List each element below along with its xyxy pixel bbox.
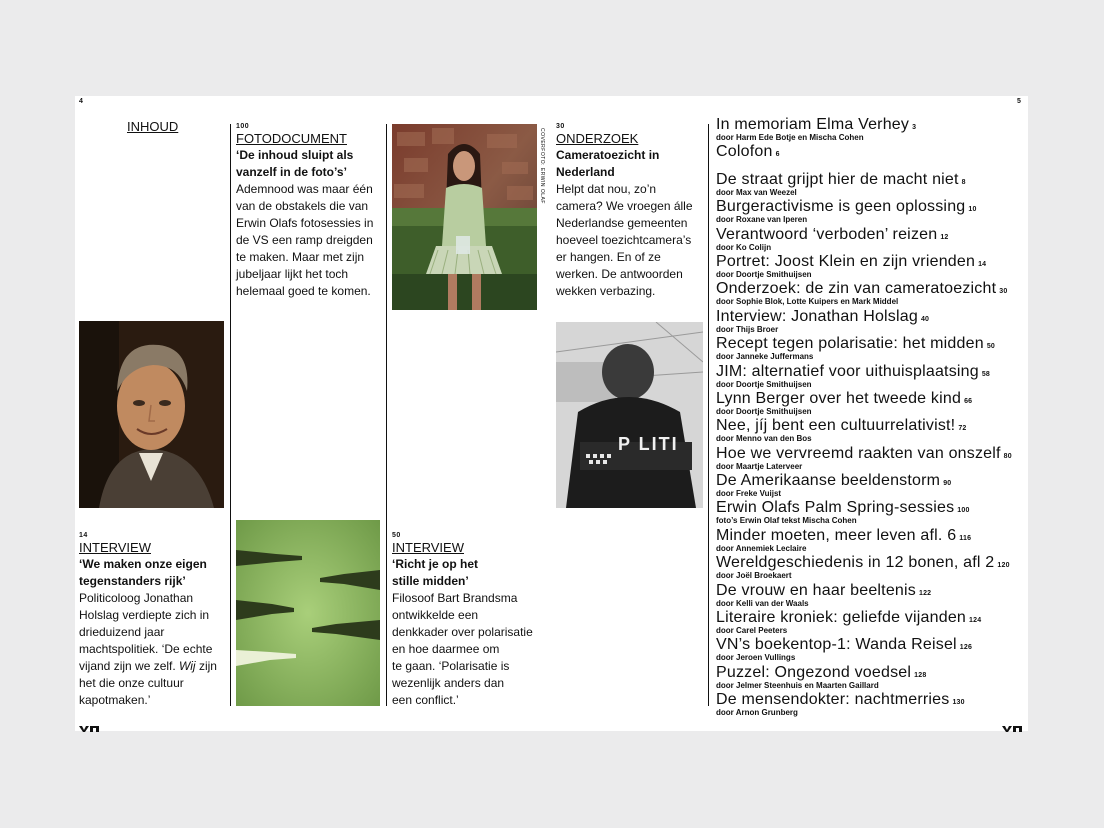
toc-author: door Max van Weezel — [716, 187, 797, 197]
toc-item[interactable] — [716, 472, 1016, 499]
vn-logo-icon — [1002, 726, 1022, 732]
toc-title-text: Interview: Jonathan Holslag — [716, 307, 918, 325]
toc-title-text: Burgeractivisme is geen oplossing — [716, 198, 966, 216]
teaser-line: Filosoof Bart Brandsma — [392, 591, 518, 605]
toc-item[interactable] — [716, 554, 1016, 581]
toc-page-number: 120 — [997, 562, 1010, 570]
teaser-line: drieduizend jaar — [79, 625, 165, 639]
column-rule — [708, 124, 709, 706]
teaser-line: machtspolitiek. ‘De echte — [79, 642, 213, 656]
toc-page-number: 12 — [940, 233, 949, 241]
toc-author: door Doortje Smithuijsen — [716, 379, 812, 389]
toc-item[interactable] — [716, 335, 1016, 362]
toc-title-text: JIM: alternatief voor uithuisplaatsing — [716, 362, 979, 380]
toc-author: door Doortje Smithuijsen — [716, 269, 812, 279]
article-section-label[interactable]: INTERVIEW — [392, 540, 464, 555]
toc-author: door Ko Colijn — [716, 242, 772, 252]
teaser-line: vijand zijn we zelf. Wij zijn — [79, 659, 217, 673]
toc-author: door Carel Peeters — [716, 626, 788, 636]
toc-item[interactable] — [716, 116, 1016, 143]
toc-page-number: 10 — [968, 206, 977, 214]
toc-title-text: Nee, jíj bent een cultuurrelativist! — [716, 417, 956, 435]
article-page-number: 100 — [236, 123, 250, 130]
headline-line: Nederland — [556, 165, 615, 179]
toc-author: door Menno van den Bos — [716, 434, 812, 444]
article-onderzoek[interactable] — [556, 123, 706, 300]
toc-author: door Joël Broekaert — [716, 571, 792, 581]
toc-author: foto’s Erwin Olaf tekst Mischa Cohen — [716, 516, 857, 526]
article-headline — [236, 147, 384, 181]
toc-item[interactable] — [716, 636, 1016, 663]
toc-author: door Harm Ede Botje en Mischa Cohen — [716, 133, 864, 142]
toc-page-number: 126 — [959, 644, 973, 652]
toc-author: door Kelli van der Waals — [716, 598, 809, 608]
toc-title-text: Lynn Berger over het tweede kind — [716, 389, 962, 407]
headline-line: ‘We maken onze eigen — [79, 557, 207, 571]
toc-item[interactable] — [716, 226, 1016, 253]
toc-title-text: De straat grijpt hier de macht niet — [716, 170, 959, 188]
toc-page-number: 128 — [914, 671, 927, 679]
article-teaser — [392, 590, 542, 709]
toc-page-number: 116 — [959, 534, 972, 542]
toc-title-text: Wereldgeschiedenis in 12 bonen, afl 2 — [716, 554, 995, 572]
toc-item[interactable] — [716, 363, 1016, 390]
toc-item[interactable] — [716, 664, 1016, 691]
page-number-right: 5 — [1017, 98, 1021, 105]
teaser-line: Politicoloog Jonathan — [79, 591, 194, 605]
police-jacket-text: P LITI — [618, 434, 679, 454]
column-rule — [230, 124, 231, 706]
article-teaser — [556, 181, 706, 300]
article-section-label[interactable]: INTERVIEW — [79, 540, 151, 555]
teaser-line: ontwikkelde een — [392, 608, 479, 622]
toc-page-number: 66 — [964, 397, 973, 405]
toc-page-number: 30 — [999, 288, 1008, 296]
article-interview-holslag[interactable] — [79, 532, 229, 709]
toc-author: door Arnon Grunberg — [716, 708, 798, 718]
toc-item[interactable] — [716, 527, 1016, 554]
portrait-photo-jonathan-holslag[interactable] — [79, 321, 224, 508]
article-teaser — [236, 181, 384, 300]
toc-title-text: Erwin Olafs Palm Spring-sessies — [716, 499, 955, 517]
teaser-line: de VS een ramp dreigden — [236, 233, 373, 247]
toc-title-text: Literaire kroniek: geliefde vijanden — [716, 609, 967, 627]
toc-title-text: In memoriam Elma Verhey — [716, 116, 910, 133]
toc-page-number: 6 — [775, 151, 780, 159]
toc-item[interactable] — [716, 445, 1016, 472]
toc-author: door Roxane van Iperen — [716, 215, 808, 225]
toc-item[interactable] — [716, 417, 1016, 444]
teaser-line: van de obstakels die van — [236, 199, 369, 213]
teaser-line: helemaal goed te komen. — [236, 284, 371, 298]
toc-title-text: Portret: Joost Klein en zijn vrienden — [716, 252, 976, 270]
toc-item[interactable] — [716, 582, 1016, 609]
toc-page-number: 72 — [958, 425, 967, 433]
toc-page-number: 122 — [918, 589, 932, 597]
toc-item[interactable] — [716, 691, 1016, 718]
toc-title-text: De mensendokter: nachtmerries — [716, 691, 950, 709]
toc-item[interactable] — [716, 390, 1016, 417]
toc-page-number: 14 — [978, 260, 987, 268]
toc-title-text: Verantwoord ‘verboden’ reizen — [716, 225, 938, 243]
teaser-line: Nederlandse gemeenten — [556, 216, 688, 230]
article-section-label[interactable]: ONDERZOEK — [556, 131, 639, 146]
toc-item[interactable] — [716, 499, 1016, 526]
toc-page-number: 8 — [961, 178, 966, 186]
toc-author: door Annemiek Leclaire — [716, 543, 807, 553]
toc-title-text: Onderzoek: de zin van cameratoezicht — [716, 280, 997, 298]
toc-page-number: 50 — [986, 343, 995, 351]
contents-heading: INHOUD — [127, 119, 179, 134]
article-page-number: 30 — [556, 123, 565, 130]
teaser-line: het die onze cultuur — [79, 676, 184, 690]
article-headline — [79, 556, 229, 590]
cover-photo-erwin-olaf[interactable] — [392, 124, 537, 310]
toc-author: door Freke Vuijst — [716, 489, 782, 499]
toc-title-text: VN’s boekentop-1: Wanda Reisel — [716, 636, 957, 654]
headline-line: ‘De inhoud sluipt als — [236, 148, 354, 162]
teaser-line: Erwin Olafs fotosessies in — [236, 216, 374, 230]
toc-author: door Maartje Laterveer — [716, 461, 803, 471]
toc-page-number: 40 — [920, 315, 930, 323]
vn-logo-icon — [79, 726, 99, 732]
toc-author: door Sophie Blok, Lotte Kuipers en Mark Middel — [716, 297, 899, 307]
article-page-number: 14 — [79, 532, 88, 539]
toc-item[interactable] — [716, 198, 1016, 225]
teaser-line: te gaan. ‘Polarisatie is — [392, 659, 510, 673]
teaser-line: Helpt dat nou, zo’n — [556, 182, 657, 196]
article-teaser — [79, 590, 229, 709]
teaser-line: Holslag verdiepte zich in — [79, 608, 210, 622]
toc-item[interactable] — [716, 280, 1016, 307]
article-fotodocument[interactable] — [236, 123, 384, 300]
toc-title-text: De vrouw en haar beeltenis — [716, 581, 916, 599]
toc-item[interactable] — [716, 308, 1016, 335]
toc-page-number: 100 — [957, 507, 970, 515]
teaser-line: en hoe daarmee om — [392, 642, 500, 656]
cover-photo-credit: COVERFOTO: ERWIN OLAF — [539, 128, 545, 204]
teaser-line: Ademnood was maar één — [236, 182, 373, 196]
toc-page-number: 124 — [969, 617, 982, 625]
toc-title-text: Colofon — [716, 143, 773, 161]
table-of-contents — [716, 116, 1016, 719]
toc-title-text: Minder moeten, meer leven afl. 6 — [716, 526, 957, 544]
toc-page-number: 90 — [943, 480, 952, 488]
toc-item[interactable] — [716, 253, 1016, 280]
toc-item[interactable] — [716, 609, 1016, 636]
toc-item[interactable] — [716, 171, 1016, 198]
article-section-label[interactable]: FOTODOCUMENT — [236, 131, 347, 146]
teaser-line: werken. De antwoorden — [556, 267, 683, 281]
teaser-line: camera? We vroegen álle — [556, 199, 693, 213]
teaser-line: kapotmaken.’ — [79, 693, 151, 707]
toc-title-text: Recept tegen polarisatie: het midden — [716, 335, 984, 353]
article-headline — [556, 147, 706, 181]
toc-author: door Thijs Broer — [716, 324, 779, 334]
article-interview-brandsma[interactable] — [392, 532, 542, 709]
toc-page-number: 58 — [981, 370, 991, 378]
headline-line: tegenstanders rijk’ — [79, 574, 186, 588]
toc-page-number: 80 — [1003, 452, 1012, 460]
teaser-line: wezenlijk anders dan — [392, 676, 505, 690]
teaser-line: te maken. Maar met zijn — [236, 250, 365, 264]
toc-title — [716, 143, 1016, 163]
headline-line: Cameratoezicht in — [556, 148, 660, 162]
toc-author: door Janneke Juffermans — [716, 352, 814, 362]
toc-author: door Jelmer Steenhuis en Maarten Gaillard — [716, 680, 879, 690]
toc-item[interactable] — [716, 143, 1016, 170]
police-photo[interactable] — [556, 322, 703, 508]
toc-author: door Doortje Smithuijsen — [716, 406, 812, 416]
teaser-line: denkkader over polarisatie — [392, 625, 533, 639]
toc-title-text: De Amerikaanse beeldenstorm — [716, 472, 941, 490]
article-headline — [392, 556, 542, 590]
article-page-number: 50 — [392, 532, 401, 539]
headline-line: ‘Richt je op het — [392, 557, 479, 571]
toc-title-text: Hoe we vervreemd raakten van onszelf — [716, 444, 1001, 462]
pointing-hands-photo[interactable] — [236, 520, 380, 706]
headline-line: stille midden’ — [392, 574, 469, 588]
teaser-line: hoeveel toezichtcamera’s — [556, 233, 692, 247]
magazine-spread — [75, 96, 1028, 731]
toc-author: door Jeroen Vullings — [716, 653, 796, 663]
toc-page-number: 3 — [912, 124, 917, 131]
teaser-line: wekken verbazing. — [556, 284, 656, 298]
teaser-line: er hangen. En of ze — [556, 250, 661, 264]
headline-line: vanzelf in de foto’s’ — [236, 165, 347, 179]
page-number-left: 4 — [79, 98, 83, 105]
column-rule — [386, 124, 387, 706]
toc-page-number: 130 — [952, 699, 965, 707]
toc-title-text: Puzzel: Ongezond voedsel — [716, 663, 912, 681]
teaser-line: een conflict.’ — [392, 693, 459, 707]
teaser-line: jubeljaar lijkt het toch — [236, 267, 349, 281]
